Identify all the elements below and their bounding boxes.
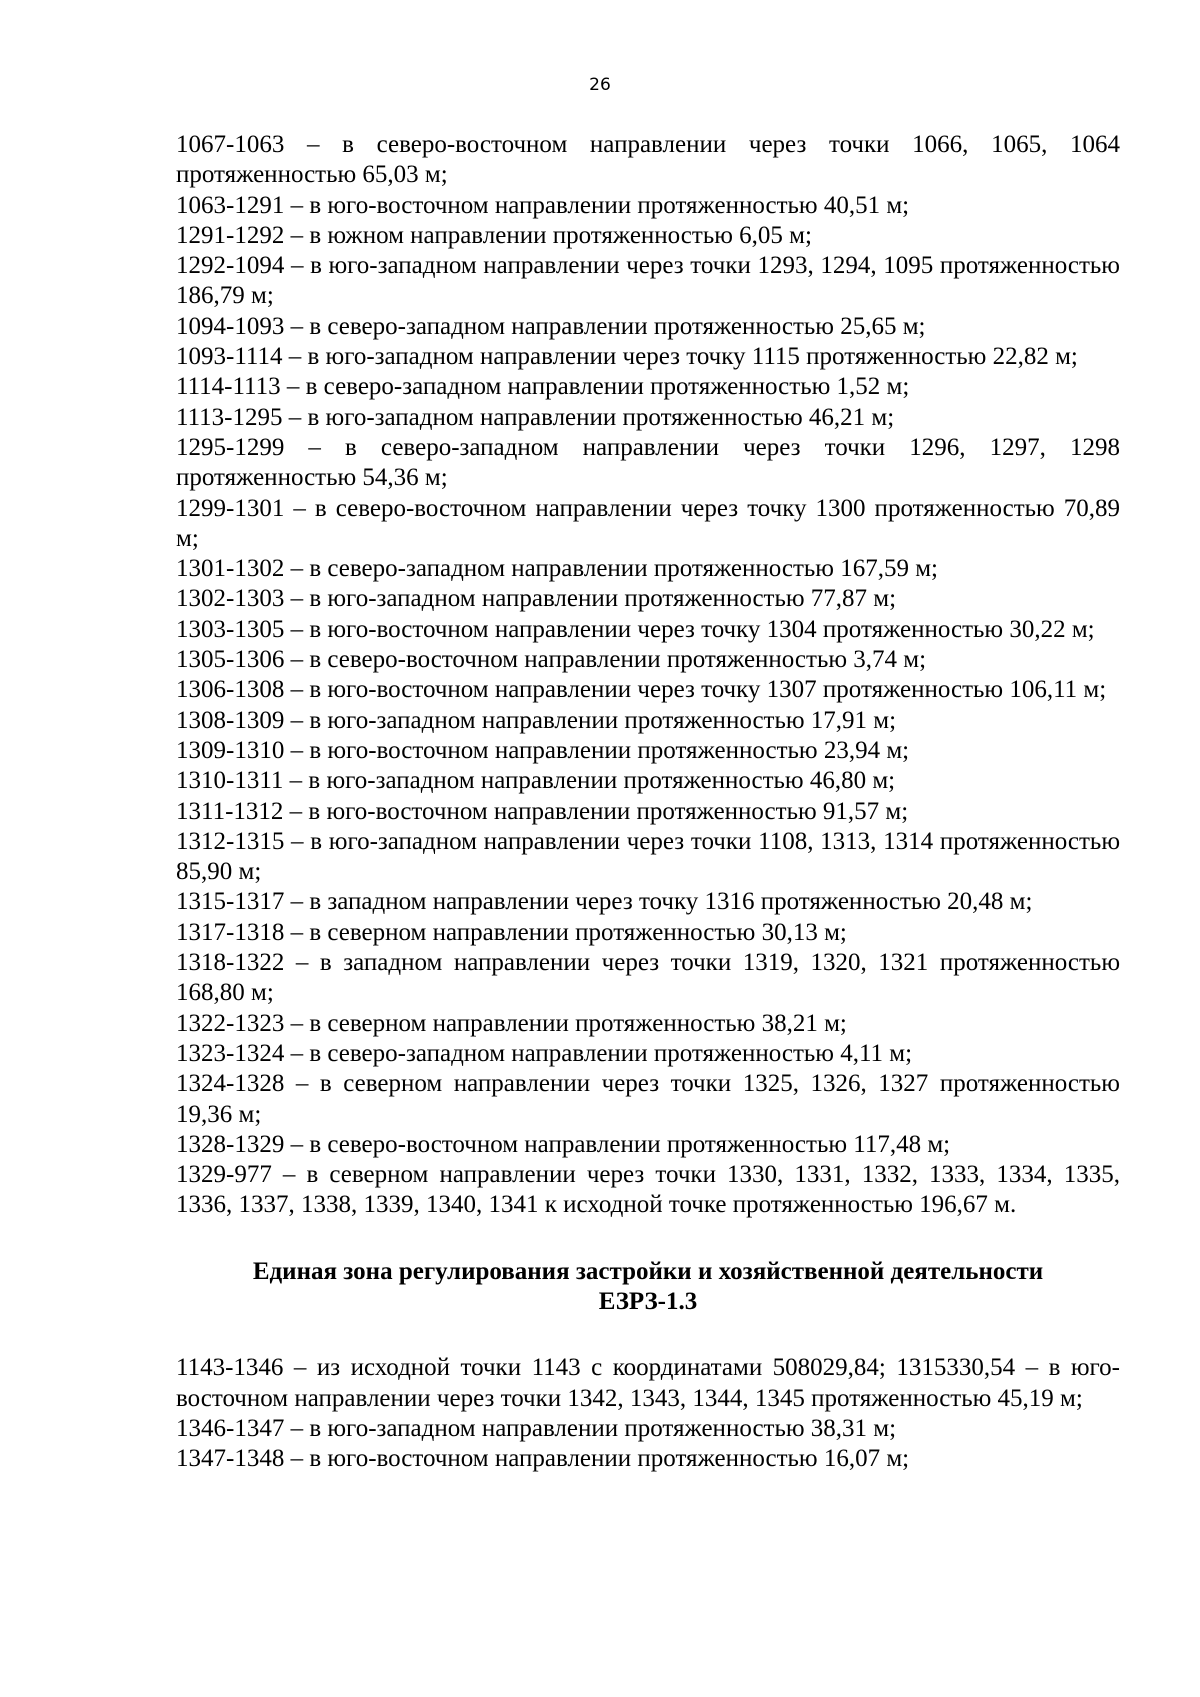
- boundary-entry: 1295-1299 – в северо-западном направлении через точки 1296, 1297, 1298 протяженностью 54,36 м;: [176, 433, 1120, 492]
- boundary-entry: 1305-1306 – в северо-восточном направлении протяженностью 3,74 м;: [176, 646, 927, 674]
- boundary-entry: 1310-1311 – в юго-западном направлении протяженностью 46,80 м;: [176, 767, 896, 795]
- boundary-entry: 1094-1093 – в северо-западном направлении протяженностью 25,65 м;: [176, 312, 926, 340]
- boundary-entry: 1318-1322 – в западном направлении через точки 1319, 1320, 1321 протяженностью 168,80 м;: [176, 949, 1120, 1007]
- boundary-entry: 1063-1291 – в юго-восточном направлении протяженностью 40,51 м;: [176, 191, 910, 219]
- boundary-entry: 1303-1305 – в юго-восточном направлении через точку 1304 протяженностью 30,22 м;: [176, 615, 1095, 643]
- boundary-entry: 1067-1063 – в северо-восточном направлении через точки 1066, 1065, 1064 протяженностью 65,03 м;: [176, 131, 1120, 189]
- boundary-entry: 1312-1315 – в юго-западном направлении через точки 1108, 1313, 1314 протяженностью 85,90 м;: [176, 827, 1120, 886]
- boundary-entry: 1322-1323 – в северном направлении протяженностью 38,21 м;: [176, 1009, 847, 1037]
- boundary-entry: 1309-1310 – в юго-восточном направлении протяженностью 23,94 м;: [176, 736, 910, 764]
- section-heading-code: ЕЗРЗ-1.3: [598, 1287, 698, 1315]
- boundary-entry: 1306-1308 – в юго-восточном направлении через точку 1307 протяженностью 106,11 м;: [176, 676, 1107, 704]
- boundary-entry: 1347-1348 – в юго-восточном направлении протяженностью 16,07 м;: [176, 1445, 910, 1473]
- section-heading-title: Единая зона регулирования застройки и хозяйственной деятельности: [252, 1257, 1044, 1285]
- boundary-entry: 1302-1303 – в юго-западном направлении протяженностью 77,87 м;: [176, 585, 897, 613]
- page-number: 26: [589, 75, 611, 95]
- boundary-entry: 1291-1292 – в южном направлении протяженностью 6,05 м;: [176, 221, 812, 249]
- boundary-entry: 1292-1094 – в юго-западном направлении через точки 1293, 1294, 1095 протяженностью 186,79 м;: [176, 252, 1120, 310]
- boundary-entry: 1311-1312 – в юго-восточном направлении протяженностью 91,57 м;: [176, 797, 909, 825]
- boundary-entry: 1114-1113 – в северо-западном направлении протяженностью 1,52 м;: [176, 373, 910, 401]
- boundary-entry: 1301-1302 – в северо-западном направлении протяженностью 167,59 м;: [176, 555, 938, 583]
- boundary-entry: 1315-1317 – в западном направлении через точку 1316 протяженностью 20,48 м;: [176, 888, 1033, 916]
- boundary-list-before: [176, 130, 1120, 1221]
- boundary-entry: 1308-1309 – в юго-западном направлении протяженностью 17,91 м;: [176, 706, 897, 734]
- page-content: [176, 130, 1120, 1474]
- boundary-entry: 1093-1114 – в юго-западном направлении через точку 1115 протяженностью 22,82 м;: [176, 343, 1078, 371]
- boundary-entry: 1143-1346 – из исходной точки 1143 с координатами 508029,84; 1315330,54 – в юго-восточном направлении через точки 1342, 1343, 1344, 1345 протяженностью 45,19 м;: [176, 1354, 1120, 1412]
- boundary-entry: 1346-1347 – в юго-западном направлении протяженностью 38,31 м;: [176, 1414, 897, 1442]
- boundary-list-after: [176, 1353, 1120, 1474]
- section-heading: [176, 1257, 1120, 1318]
- boundary-entry: 1324-1328 – в северном направлении через точки 1325, 1326, 1327 протяженностью 19,36 м;: [176, 1070, 1120, 1128]
- boundary-entry: 1299-1301 – в северо-восточном направлении через точку 1300 протяженностью 70,89 м;: [176, 494, 1120, 552]
- boundary-entry: 1323-1324 – в северо-западном направлении протяженностью 4,11 м;: [176, 1039, 913, 1067]
- boundary-entry: 1328-1329 – в северо-восточном направлении протяженностью 117,48 м;: [176, 1130, 951, 1158]
- boundary-entry: 1317-1318 – в северном направлении протяженностью 30,13 м;: [176, 918, 847, 946]
- boundary-entry: 1113-1295 – в юго-западном направлении протяженностью 46,21 м;: [176, 403, 895, 431]
- boundary-entry: 1329-977 – в северном направлении через точки 1330, 1331, 1332, 1333, 1334, 1335, 1336, 1337, 1338, 1339, 1340, 1341 к исходной точке протяженностью 196,67 м.: [176, 1161, 1120, 1219]
